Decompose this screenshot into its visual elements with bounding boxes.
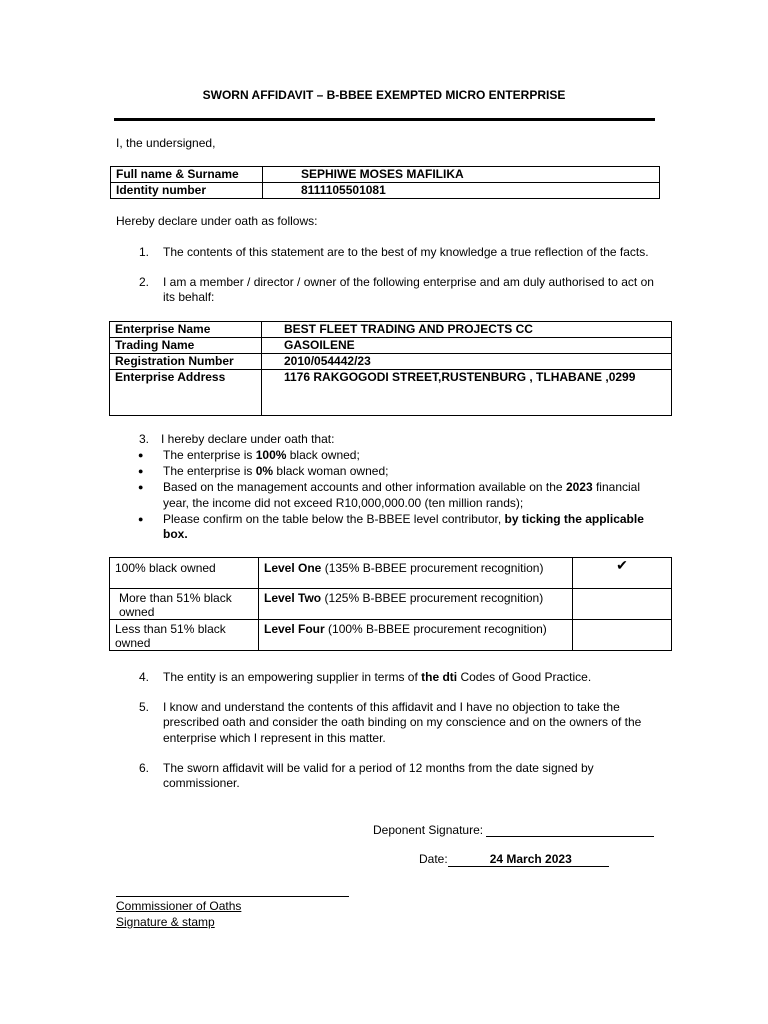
enterprise-table [109,321,672,416]
item-5-line2: prescribed oath and consider the oath binding on my conscience and on the owners of the [163,715,642,729]
address-value: 1176 RAKGOGODI STREET,RUSTENBURG , TLHABANE ,0299 [262,370,672,416]
level-cell [259,589,573,620]
owned-cell: More than 51% black owned [110,589,259,620]
deponent-signature [373,822,654,837]
item-1-text: The contents of this statement are to the best of my knowledge a true reflection of the facts. [163,245,649,259]
bullet-3-post: financial [592,480,641,494]
trading-name-value: GASOILENE [262,338,672,354]
bullet-1-pre: The enterprise is [163,448,256,462]
bullet-4-pre: Please confirm on the table below the B-BBEE level contributor, [163,512,505,526]
level-cell [259,620,573,651]
level-name: Level One [264,561,322,575]
bullet-4-bold: by ticking the applicable [504,512,644,526]
registration-label: Registration Number [110,354,262,370]
document-title: SWORN AFFIDAVIT – B-BBEE EXEMPTED MICRO ENTERPRISE [202,88,566,102]
item-2-line2: its behalf: [163,290,215,304]
bullet-2 [163,464,388,478]
bullet-2-post: black woman owned; [273,464,389,478]
item-4 [139,670,591,684]
item-4-bold: the dti [421,670,458,684]
item-4-post: Codes of Good Practice. [457,670,592,684]
bullet-2-pre: The enterprise is [163,464,256,478]
bullet-4 [163,512,644,526]
declare-text: Hereby declare under oath as follows: [116,214,318,228]
id-value: 8111105501081 [263,183,660,199]
bullet-1 [163,448,360,462]
date-label: Date: [419,852,448,866]
signature-stamp-label: Signature & stamp [116,915,215,929]
signature-label: Deponent Signature: [373,823,484,837]
trading-name-label: Trading Name [110,338,262,354]
bullet-icon: ● [138,450,144,460]
intro-text: I, the undersigned, [116,136,216,150]
name-value: SEPHIWE MOSES MAFILIKA [263,167,660,183]
item-4-num: 4. [139,670,150,684]
level-name: Level Two [264,591,322,605]
level-table [109,557,672,651]
item-6-line2: commissioner. [163,776,240,790]
person-table [110,166,660,199]
level-desc: (125% B-BBEE procurement recognition) [321,591,544,605]
level-desc: (100% B-BBEE procurement recognition) [324,622,547,636]
bullet-3-line2: year, the income did not exceed R10,000,000.00 (ten million rands); [163,496,524,510]
enterprise-name-label: Enterprise Name [110,322,262,338]
bullet-3-pre: Based on the management accounts and other information available on the [163,480,566,494]
item-6 [139,761,594,775]
registration-value: 2010/054442/23 [262,354,672,370]
commissioner-line [116,896,349,897]
level-desc: (135% B-BBEE procurement recognition) [321,561,544,575]
signature-line[interactable] [486,822,654,837]
bullet-1-bold: 100% [255,448,287,462]
item-5-line3: enterprise which I represent in this matter. [163,731,386,745]
bullet-4-line2: box. [163,527,188,541]
item-2-line1: I am a member / director / owner of the following enterprise and am duly authorised to act on [163,275,654,289]
item-6-line1: The sworn affidavit will be valid for a period of 12 months from the date signed by [163,761,594,775]
id-label: Identity number [111,183,263,199]
checkmark-icon[interactable]: ✔ [573,558,672,589]
item-3-text: I hereby declare under oath that: [161,432,335,446]
checkbox-cell[interactable] [573,589,672,620]
level-cell [259,558,573,589]
item-3 [139,432,334,446]
bullet-3-bold: 2023 [565,480,593,494]
item-6-num: 6. [139,761,150,775]
item-1 [139,245,649,259]
date-value[interactable]: 24 March 2023 [448,852,609,867]
title-rule [114,118,655,121]
bullet-icon: ● [138,482,144,492]
item-2 [139,275,654,289]
bullet-icon: ● [138,466,144,476]
level-name: Level Four [264,622,325,636]
item-1-num: 1. [139,245,150,259]
address-label: Enterprise Address [110,370,262,416]
item-3-num: 3. [139,432,150,446]
date-row [419,852,609,867]
bullet-icon: ● [138,514,144,524]
bullet-1-post: black owned; [286,448,360,462]
commissioner-label: Commissioner of Oaths [116,899,242,913]
bullet-2-bold: 0% [255,464,274,478]
owned-cell: Less than 51% black owned [110,620,259,651]
item-5-line1: I know and understand the contents of this affidavit and I have no objection to take the [163,700,620,714]
checkbox-cell[interactable] [573,620,672,651]
item-5-num: 5. [139,700,150,714]
bullet-3 [163,480,640,494]
owned-cell: 100% black owned [110,558,259,589]
item-4-pre: The entity is an empowering supplier in terms of [163,670,422,684]
item-2-num: 2. [139,275,150,289]
enterprise-name-value: BEST FLEET TRADING AND PROJECTS CC [262,322,672,338]
name-label: Full name & Surname [111,167,263,183]
item-5 [139,700,620,714]
